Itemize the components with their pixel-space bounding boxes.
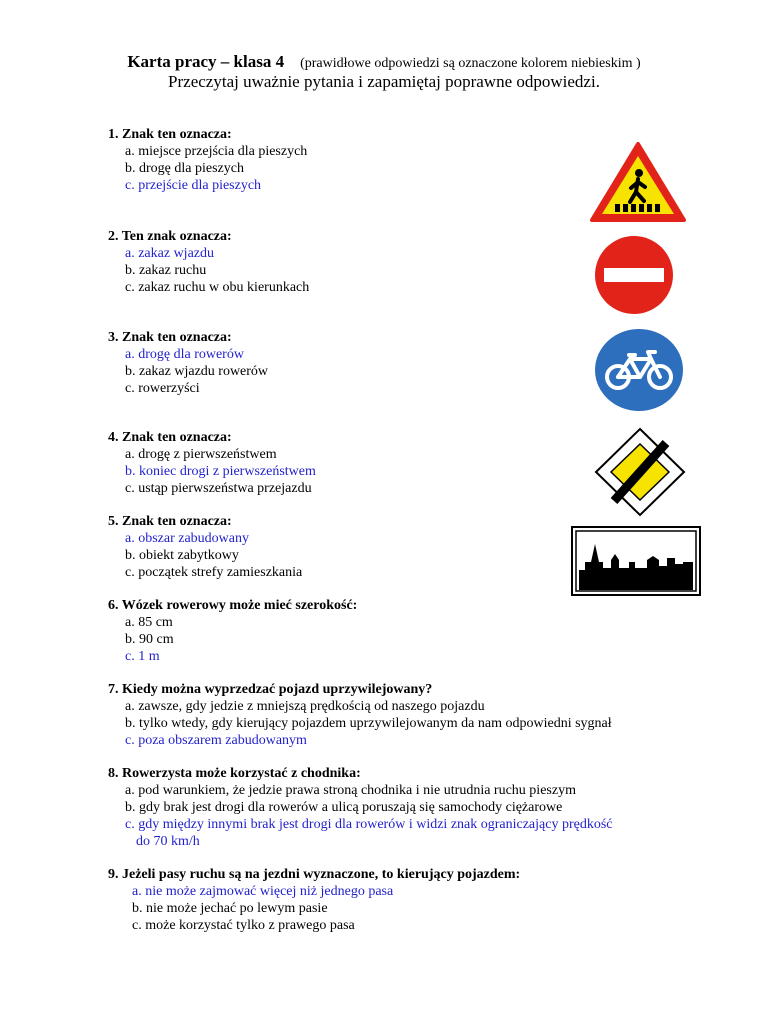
question-text: Ten znak oznacza:: [121, 229, 232, 244]
correct-answer: a. nie może zajmować więcej niż jednego pasa: [132, 884, 394, 899]
question-number: 8.: [108, 766, 119, 781]
answer-option: c. ustąp pierwszeństwa przejazdu: [125, 481, 312, 496]
question-title: [108, 681, 612, 698]
answer-option: a. miejsce przejścia dla pieszych: [125, 144, 308, 159]
correct-answer: b. koniec drogi z pierwszeństwem: [125, 464, 316, 479]
question-text: Wózek rowerowy może mieć szerokość:: [121, 598, 358, 613]
answer-option: a. 85 cm: [125, 615, 173, 630]
correct-answer: a. drogę dla rowerów: [125, 347, 244, 362]
question-number: 4.: [108, 430, 119, 445]
question-text: Jeżeli pasy ruchu są na jezdni wyznaczone, to kierujący pojazdem:: [122, 867, 521, 882]
answer-option: c. początek strefy zamieszkania: [125, 565, 303, 580]
answer-option: a. drogę z pierwszeństwem: [125, 447, 277, 462]
question-number: 9.: [108, 867, 119, 882]
answer-option: b. 90 cm: [125, 632, 174, 647]
built-up-area-sign-icon: [571, 526, 701, 596]
question-title: [108, 329, 268, 346]
question-number: 6.: [108, 598, 119, 613]
question-title: [108, 597, 357, 614]
question-title: [108, 513, 302, 530]
question-text: Rowerzysta może korzystać z chodnika:: [122, 766, 361, 781]
answer-option: b. tylko wtedy, gdy kierujący pojazdem uprzywilejowanym da nam odpowiedni sygnał: [125, 716, 612, 731]
answer-option: b. nie może jechać po lewym pasie: [132, 901, 328, 916]
question-title: [108, 228, 309, 245]
question-2: [108, 228, 309, 296]
question-text: Znak ten oznacza:: [122, 430, 232, 445]
answer-option: c. zakaz ruchu w obu kierunkach: [125, 280, 310, 295]
question-title: [108, 126, 307, 143]
end-of-priority-road-sign-icon: [594, 427, 686, 517]
question-number: 2.: [108, 229, 119, 244]
correct-answer: a. obszar zabudowany: [125, 531, 250, 546]
answer-option: b. gdy brak jest drogi dla rowerów a ulicą poruszają się samochody ciężarowe: [125, 800, 563, 815]
question-1: [108, 126, 307, 194]
correct-answer-continuation: do 70 km/h: [136, 834, 200, 849]
question-number: 1.: [108, 127, 119, 142]
answer-option: b. obiekt zabytkowy: [125, 548, 239, 563]
question-title: [108, 429, 316, 446]
answer-key-note: (prawidłowe odpowiedzi są oznaczone kolorem niebieskim ): [300, 56, 641, 71]
question-number: 3.: [108, 330, 119, 345]
answer-option: a. zawsze, gdy jedzie z mniejszą prędkością od naszego pojazdu: [125, 699, 485, 714]
bicycle-path-sign-icon: [594, 328, 684, 412]
question-title: [108, 866, 520, 883]
no-entry-sign-icon: [594, 235, 674, 315]
question-text: Znak ten oznacza:: [122, 330, 232, 345]
answer-option: a. pod warunkiem, że jedzie prawa stroną chodnika i nie utrudnia ruchu pieszym: [125, 783, 576, 798]
answer-option: c. może korzystać tylko z prawego pasa: [132, 918, 355, 933]
correct-answer: c. gdy między innymi brak jest drogi dla rowerów i widzi znak ograniczający prędkość: [125, 817, 613, 832]
correct-answer: c. poza obszarem zabudowanym: [125, 733, 307, 748]
worksheet-title: Karta pracy – klasa 4: [127, 52, 285, 71]
question-4: [108, 429, 316, 497]
answer-option: b. zakaz ruchu: [125, 263, 207, 278]
question-8: [108, 765, 613, 850]
correct-answer: c. przejście dla pieszych: [125, 178, 262, 193]
worksheet-instruction: Przeczytaj uważnie pytania i zapamiętaj poprawne odpowiedzi.: [168, 72, 600, 91]
question-number: 5.: [108, 514, 119, 529]
answer-option: b. drogę dla pieszych: [125, 161, 244, 176]
question-text: Znak ten oznacza:: [122, 514, 232, 529]
answer-option: b. zakaz wjazdu rowerów: [125, 364, 269, 379]
question-6: [108, 597, 357, 665]
question-5: [108, 513, 302, 581]
question-3: [108, 329, 268, 397]
pedestrian-crossing-sign-icon: [588, 140, 688, 224]
question-number: 7.: [108, 682, 119, 697]
answer-option: c. rowerzyści: [125, 381, 200, 396]
question-9: [108, 866, 520, 934]
correct-answer: c. 1 m: [125, 649, 160, 664]
question-text: Kiedy można wyprzedzać pojazd uprzywilejowany?: [122, 682, 433, 697]
correct-answer: a. zakaz wjazdu: [125, 246, 214, 261]
question-7: [108, 681, 612, 749]
worksheet-header: [0, 52, 768, 72]
question-text: Znak ten oznacza:: [122, 127, 232, 142]
question-title: [108, 765, 613, 782]
